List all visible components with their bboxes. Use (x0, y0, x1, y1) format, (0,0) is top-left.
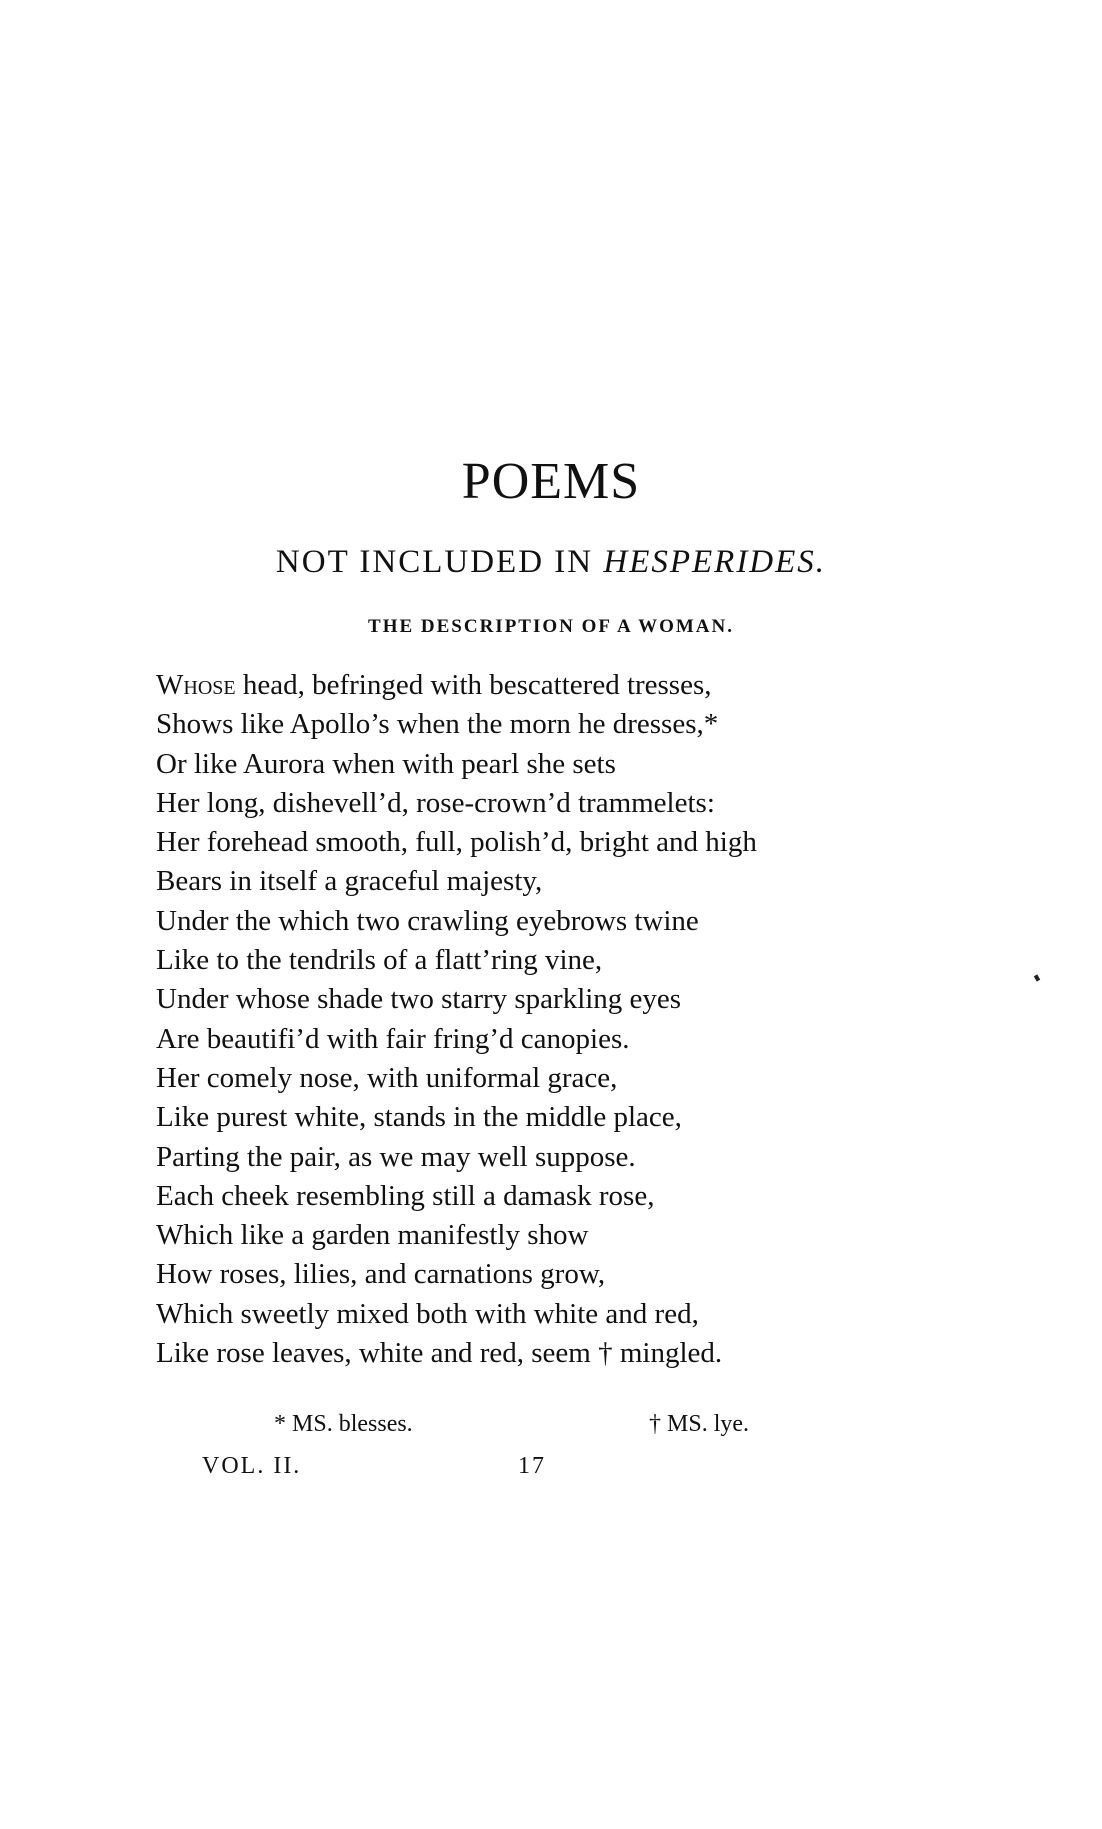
page-title: POEMS (461, 453, 641, 510)
poem-line: Or like Aurora when with pearl she sets (156, 747, 616, 780)
poem-line: Like to the tendrils of a flatt’ring vine, (156, 944, 603, 977)
poem-title: THE DESCRIPTION OF A WOMAN. (368, 616, 734, 637)
poem-line: Each cheek resembling still a damask rose, (156, 1179, 655, 1212)
poem-line: Parting the pair, as we may well suppose. (156, 1140, 636, 1173)
subtitle-text: NOT INCLUDED IN (275, 544, 604, 580)
footnote-blesses: * MS. blesses. (274, 1411, 413, 1437)
section-subtitle (0, 546, 1102, 579)
poem-line: How roses, lilies, and carnations grow, (156, 1258, 606, 1291)
poem-line: Her comely nose, with uniformal grace, (156, 1061, 618, 1094)
poem-first-word: Whose (156, 669, 236, 701)
poem-line: Like purest white, stands in the middle place, (156, 1101, 682, 1134)
footnote-lye: † MS. lye. (649, 1411, 750, 1437)
poem-first-line-text: head, befringed with bescattered tresses, (235, 669, 712, 701)
sheet-signature: 17 (518, 1453, 546, 1479)
poem-line: Like rose leaves, white and red, seem † mingled. (156, 1337, 723, 1370)
poem-line: Which sweetly mixed both with white and red, (156, 1297, 699, 1330)
volume-signature: VOL. II. (202, 1453, 302, 1479)
poem-line (156, 666, 1056, 705)
poem-line: Under the which two crawling eyebrows twine (156, 904, 699, 937)
poem-body (156, 666, 1056, 1373)
poem-line: Bears in itself a graceful majesty, (156, 865, 543, 898)
poem-line: Her long, dishevell’d, rose-crown’d trammelets: (156, 786, 715, 819)
subtitle-italic-title: HESPERIDES. (603, 544, 827, 580)
poem-line: Are beautifi’d with fair fring’d canopies. (156, 1022, 630, 1055)
poem-line: Which like a garden manifestly show (156, 1219, 589, 1252)
poem-line: Her forehead smooth, full, polish’d, bright and high (156, 826, 757, 859)
poem-line: Shows like Apollo’s when the morn he dresses,* (156, 708, 719, 741)
poem-line: Under whose shade two starry sparkling eyes (156, 983, 682, 1016)
